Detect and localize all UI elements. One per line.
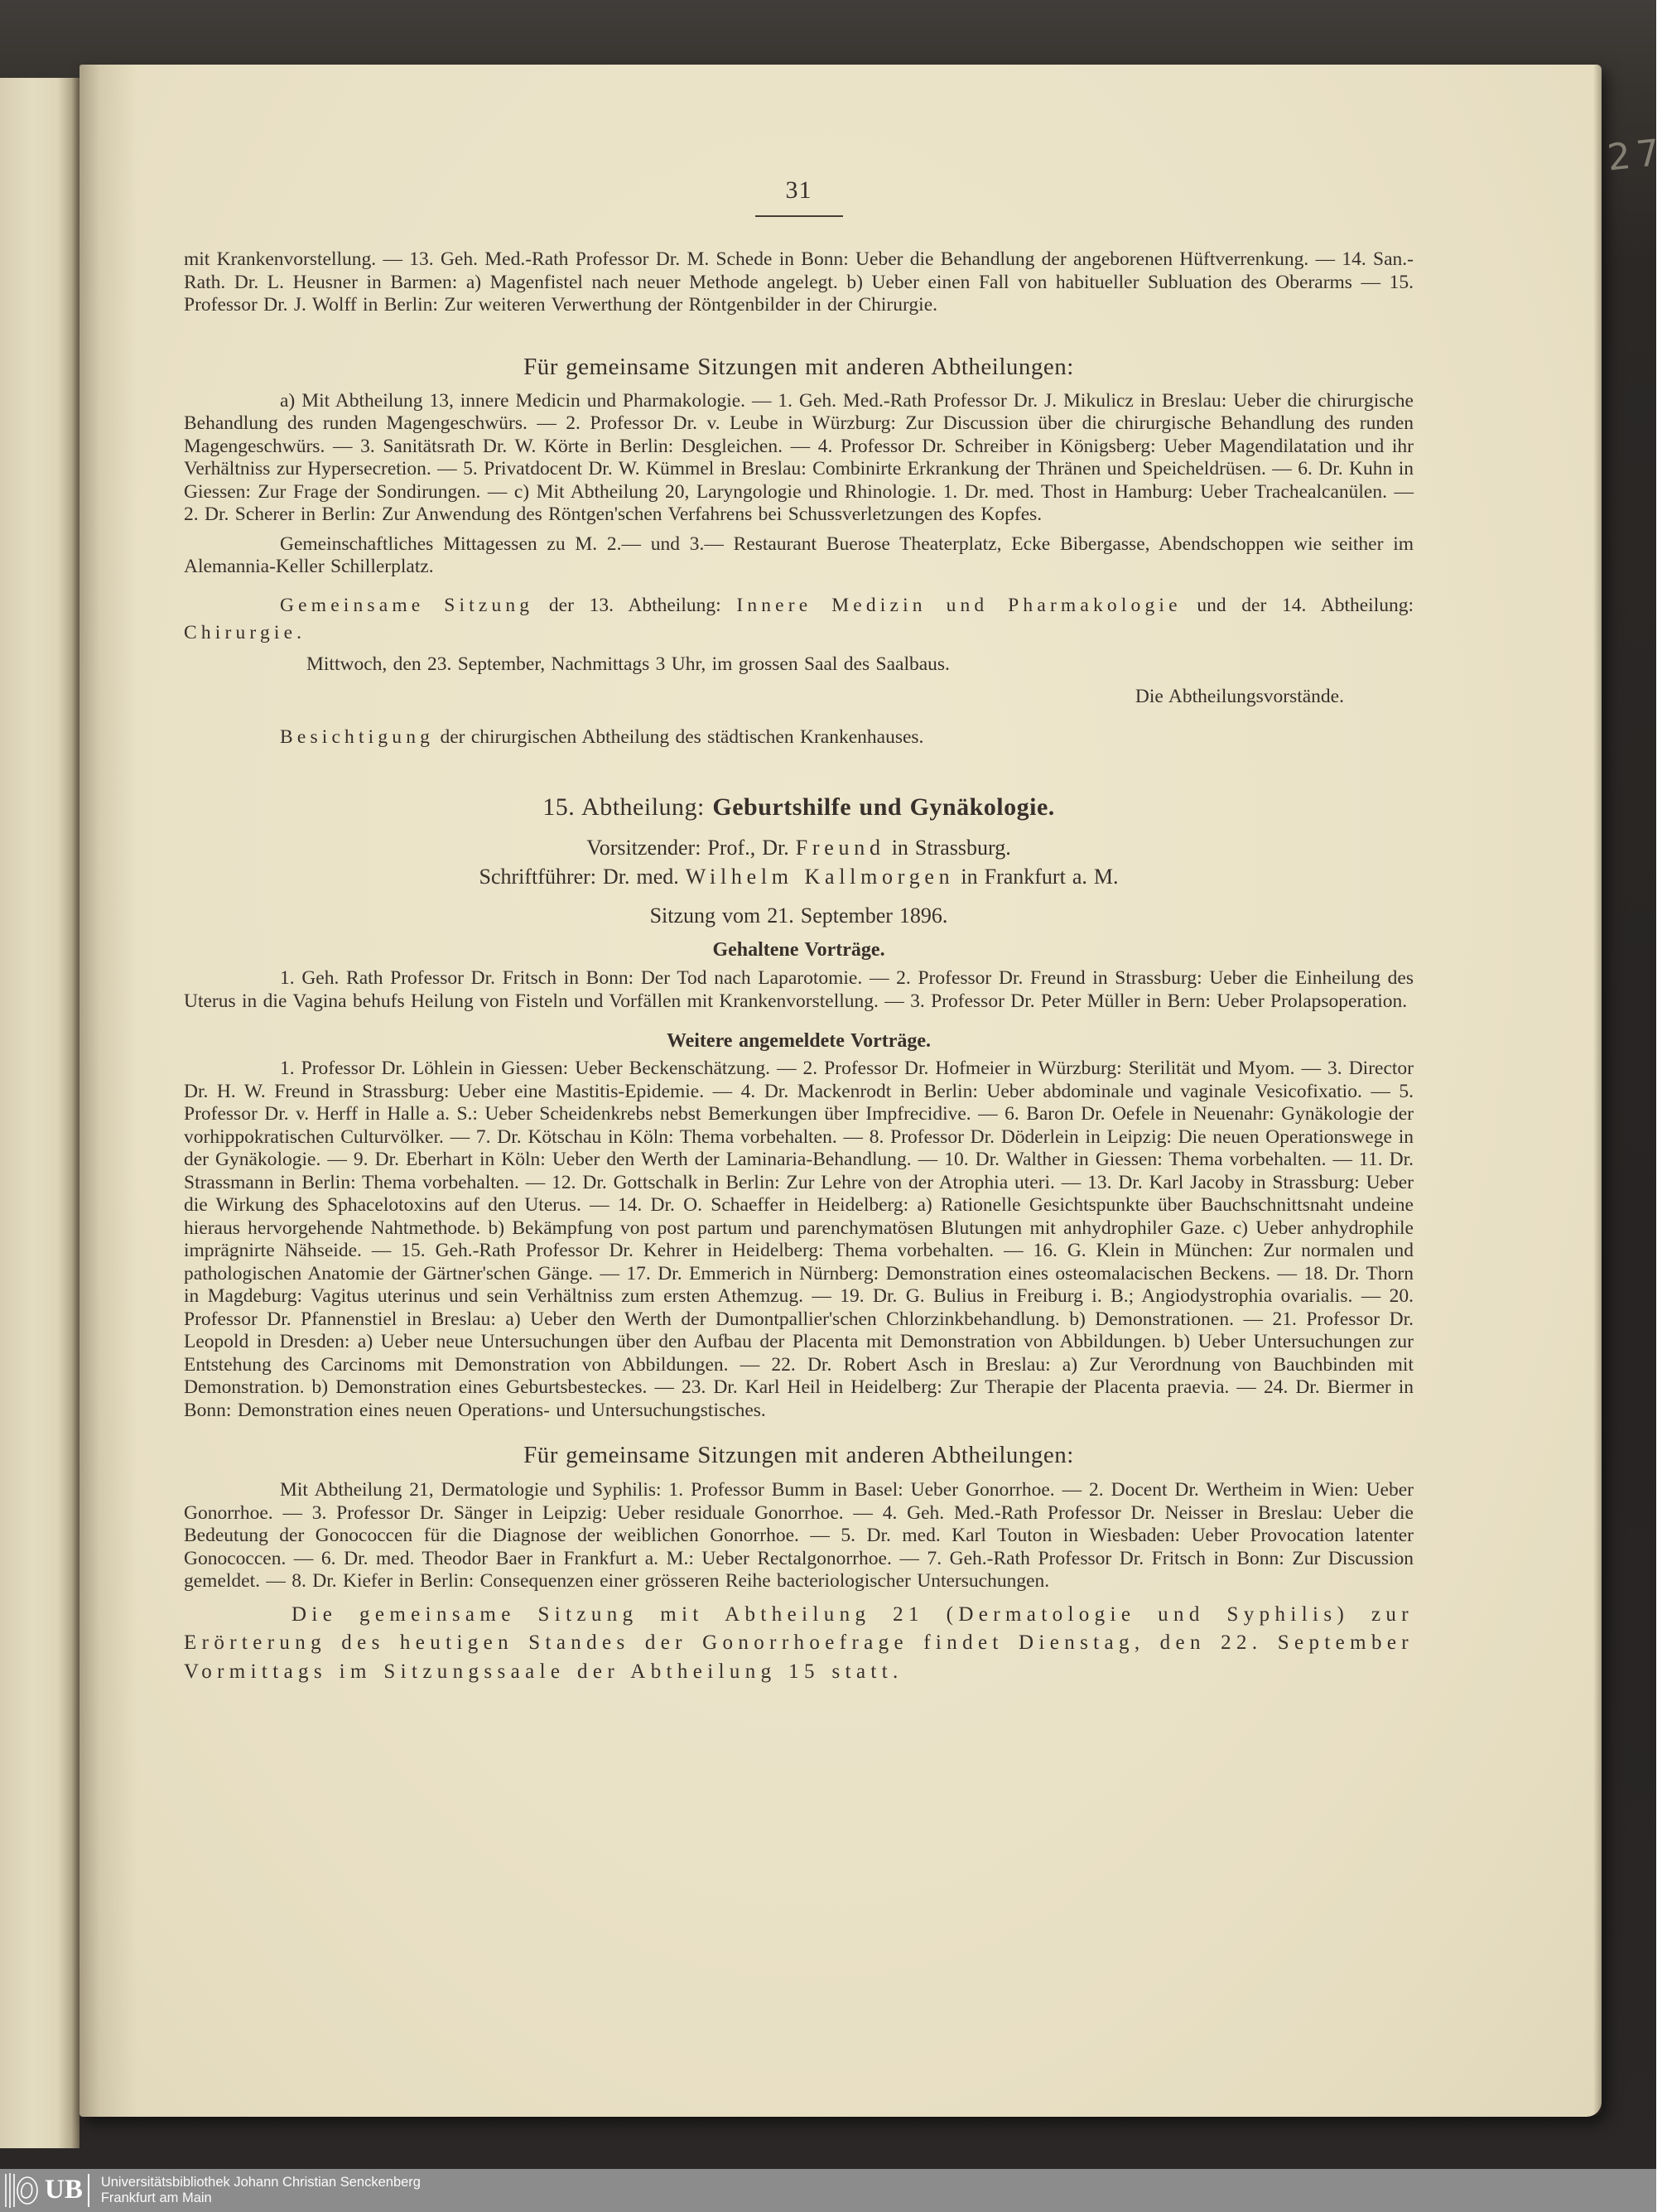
joint-sessions-paragraph-15: Mit Abtheilung 21, Dermatologie und Syphilis: 1. Professor Bumm in Basel: Ueber Gonorrhoe. — 2. Docent Dr. Wertheim in Wien: Ueber Gonorrhoe. — 3. Professor Dr. Sänger in Leipzig: Ueber residuale Gonorrhoe. — 4. Geh. Med.-Rath Professor Dr. Neisser in Breslau: Ueber die Bedeutung der Gonococcen für die Diagnose der weiblichen Gonorrhoe. — 5. Dr. med. Karl Touton in Wiesbaden: Ueber Provocation latenter Gonococcen. — 6. Dr. med. Theodor Baer in Frankfurt a. M.: Ueber Rectalgonorrhoe. — 7. Geh.-Rath Professor Dr. Fritsch in Bonn: Zur Discussion gemeldet. — 8. Dr. Kiefer in Berlin: Consequenzen einer grösseren Reihe bacteriologischer Untersuchungen. <box>184 1479 1414 1592</box>
library-watermark-banner <box>0 2169 1656 2212</box>
joint-session-announcement: Gemeinsame Sitzung der 13. Abtheilung: Innere Medizin und Pharmakologie und der 14. Abtheilung: Chirurgie. <box>184 594 1414 643</box>
held-lectures-heading: Gehaltene Vorträge. <box>712 939 885 961</box>
intro-paragraph: mit Krankenvorstellung. — 13. Geh. Med.-Rath Professor Dr. M. Schede in Bonn: Ueber die Behandlung der angeborenen Hüftverrenkung. — 14. San.-Rath. Dr. L. Heusner in Barmen: a) Magenfistel nach neuer Methode angelegt. b) Ueber einen Fall von habitueller Subluation des Oberarms — 15. Professor Dr. J. Wolff in Berlin: Zur weiteren Verwerthung der Röntgenbilder in der Chirurgie. <box>184 248 1414 316</box>
library-name: Universitätsbibliothek Johann Christian Senckenberg <box>100 2175 421 2190</box>
lunch-paragraph: Gemeinschaftliches Mittagessen zu M. 2.— und 3.— Restaurant Buerose Theaterplatz, Ecke Bibergasse, Abendschoppen wie seither im Alemannia-Keller Schillerplatz. <box>184 533 1414 577</box>
held-lectures-paragraph: 1. Geh. Rath Professor Dr. Fritsch in Bonn: Der Tod nach Laparotomie. — 2. Professor Dr. Freund in Strassburg: Ueber die Einheilung des Uterus in die Vagina behufs Heilung von Fisteln und Vorfällen mit Krankenvorstellung. — 3. Professor Dr. Peter Müller in Bern: Ueber Prolapsoperation. <box>184 967 1414 1012</box>
ub-library-logo <box>3 2171 101 2210</box>
scanned-page <box>79 65 1667 2117</box>
session-date-line: Mittwoch, den 23. September, Nachmittags 3 Uhr, im grossen Saal des Saalbaus. <box>306 653 950 675</box>
visit-announcement: Besichtigung der chirurgischen Abtheilung des städtischen Krankenhauses. <box>280 725 924 748</box>
library-name-block <box>101 2175 421 2206</box>
secretary-line: Schriftführer: Dr. med. Wilhelm Kallmorgen in Frankfurt a. M. <box>479 865 1119 889</box>
joint-sessions-heading-14: Für gemeinsame Sitzungen mit anderen Abtheilungen: <box>523 353 1074 380</box>
section-15-heading: 15. Abtheilung: Geburtshilfe und Gynäkologie. <box>542 793 1055 821</box>
ub-abbreviation: UB <box>45 2174 83 2205</box>
announced-lectures-heading: Weitere angemeldete Vorträge. <box>666 1030 932 1052</box>
joint-sessions-paragraph-14: a) Mit Abtheilung 13, innere Medicin und Pharmakologie. — 1. Geh. Med.-Rath Professor Dr. J. Mikulicz in Breslau: Ueber die chirurgische Behandlung des runden Magengeschwürs. — 2. Professor Dr. v. Leube in Würzburg: Zur Discussion über die chirurgische Behandlung des runden Magengeschwürs. — 3. Sanitätsrath Dr. W. Körte in Berlin: Desgleichen. — 4. Professor Dr. Schreiber in Königsberg: Ueber Magendilatation und ihr Verhältniss zur Hypersecretion. — 5. Privatdocent Dr. W. Kümmel in Breslau: Combinirte Erkrankung der Thränen und Speicheldrüsen. — 6. Dr. Kuhn in Giessen: Zur Frage der Sondirungen. — c) Mit Abtheilung 20, Laryngologie und Rhinologie. 1. Dr. med. Thost in Hamburg: Ueber Trachealcanülen. — 2. Dr. Scherer in Berlin: Zur Anwendung des Röntgen'schen Verfahrens bei Schussverletzungen des Kopfes. <box>184 389 1414 525</box>
announced-lectures-paragraph: 1. Professor Dr. Löhlein in Giessen: Ueber Beckenschätzung. — 2. Professor Dr. Hofmeier in Würzburg: Sterilität und Myom. — 3. Director Dr. H. W. Freund in Strassburg: Ueber eine Mastitis-Epidemie. — 4. Dr. Mackenrodt in Berlin: Ueber abdominale und vaginale Vesicofixatio. — 5. Professor Dr. v. Herff in Halle a. S.: Ueber Scheidenkrebs nebst Bemerkungen über Impfrecidive. — 6. Baron Dr. Oefele in Neuenahr: Gynäkologie der vorhippokratischen Culturvölker. — 7. Dr. Kötschau in Köln: Thema vorbehalten. — 8. Professor Dr. Döderlein in Leipzig: Die neuen Operationswege in der Gynäkologie. — 9. Dr. Eberhart in Köln: Ueber den Werth der Laminaria-Behandlung. — 10. Dr. Walther in Giessen: Thema vorbehalten. — 11. Dr. Strassmann in Berlin: Thema vorbehalten. — 12. Dr. Gottschalk in Berlin: Zur Lehre von der Atrophia uteri. — 13. Dr. Karl Jacoby in Strassburg: Ueber die Wirkung des Sphacelotoxins auf den Uterus. — 14. Dr. O. Schaeffer in Heidelberg: a) Rationelle Gesichtspunkte über Bauchschnittsnaht undeine hieraus hervorgehende Nahtmethode. b) Bekämpfung von post partum und parenchymatösen Blutungen mit anhydrophiler Gaze. c) Ueber anhydrophile imprägnirte Nähseide. — 15. Geh.-Rath Professor Dr. Kehrer in Heidelberg: Thema vorbehalten. — 16. G. Klein in München: Zur normalen und pathologischen Anatomie der Gärtner'schen Gänge. — 17. Dr. Emmerich in Nürnberg: Demonstration eines osteomalacischen Beckens. — 18. Dr. Thorn in Magdeburg: Vagitus uterinus und sein Verhältniss zum ersten Athemzug. — 19. Dr. G. Bulius in Freiburg i. B.; Angiodystrophia ovarialis. — 20. Professor Dr. Pfannenstiel in Breslau: a) Ueber den Werth der Dumontpallier'schen Chlorzinkbehandlung. b) Demonstrationen. — 21. Professor Dr. Leopold in Dresden: a) Ueber neue Untersuchungen über den Aufbau der Placenta mit Demonstration von Abbildungen. b) Ueber Untersuchungen zur Entstehung des Carcinoms mit Demonstration von Abbildungen. — 22. Dr. Robert Asch in Breslau: a) Zur Verordnung von Bauchbinden mit Demonstration. b) Demonstration eines Geburtsbesteckes. — 23. Dr. Karl Heil in Heidelberg: Zur Therapie der Placenta praevia. — 24. Dr. Biermer in Bonn: Demonstration eines neuen Operations- und Untersuchungstisches. <box>184 1058 1414 1421</box>
closing-announcement: Die gemeinsame Sitzung mit Abtheilung 21 (Dermatologie und Syphilis) zur Erörterung des heutigen Standes der Gonorrhoefrage findet Dienstag, den 22. September Vormittags im Sitzungssaale der Abtheilung 15 statt. <box>184 1602 1414 1683</box>
chairman-line: Vorsitzender: Prof., Dr. Freund in Strassburg. <box>586 836 1011 860</box>
joint-sessions-heading-15: Für gemeinsame Sitzungen mit anderen Abtheilungen: <box>523 1442 1074 1468</box>
page-text-block <box>184 65 1414 1686</box>
page-number-rule <box>755 215 843 217</box>
logo-divider <box>88 2174 89 2207</box>
previous-page-edge <box>0 78 79 2148</box>
signature-line: Die Abtheilungsvorstände. <box>1135 686 1344 707</box>
page-number: 31 <box>785 176 812 204</box>
library-city: Frankfurt am Main <box>100 2190 212 2205</box>
library-emblem-icon <box>3 2172 41 2209</box>
handwritten-pencil-mark: 27 <box>1605 131 1667 180</box>
session-date-heading: Sitzung vom 21. September 1896. <box>649 904 948 928</box>
